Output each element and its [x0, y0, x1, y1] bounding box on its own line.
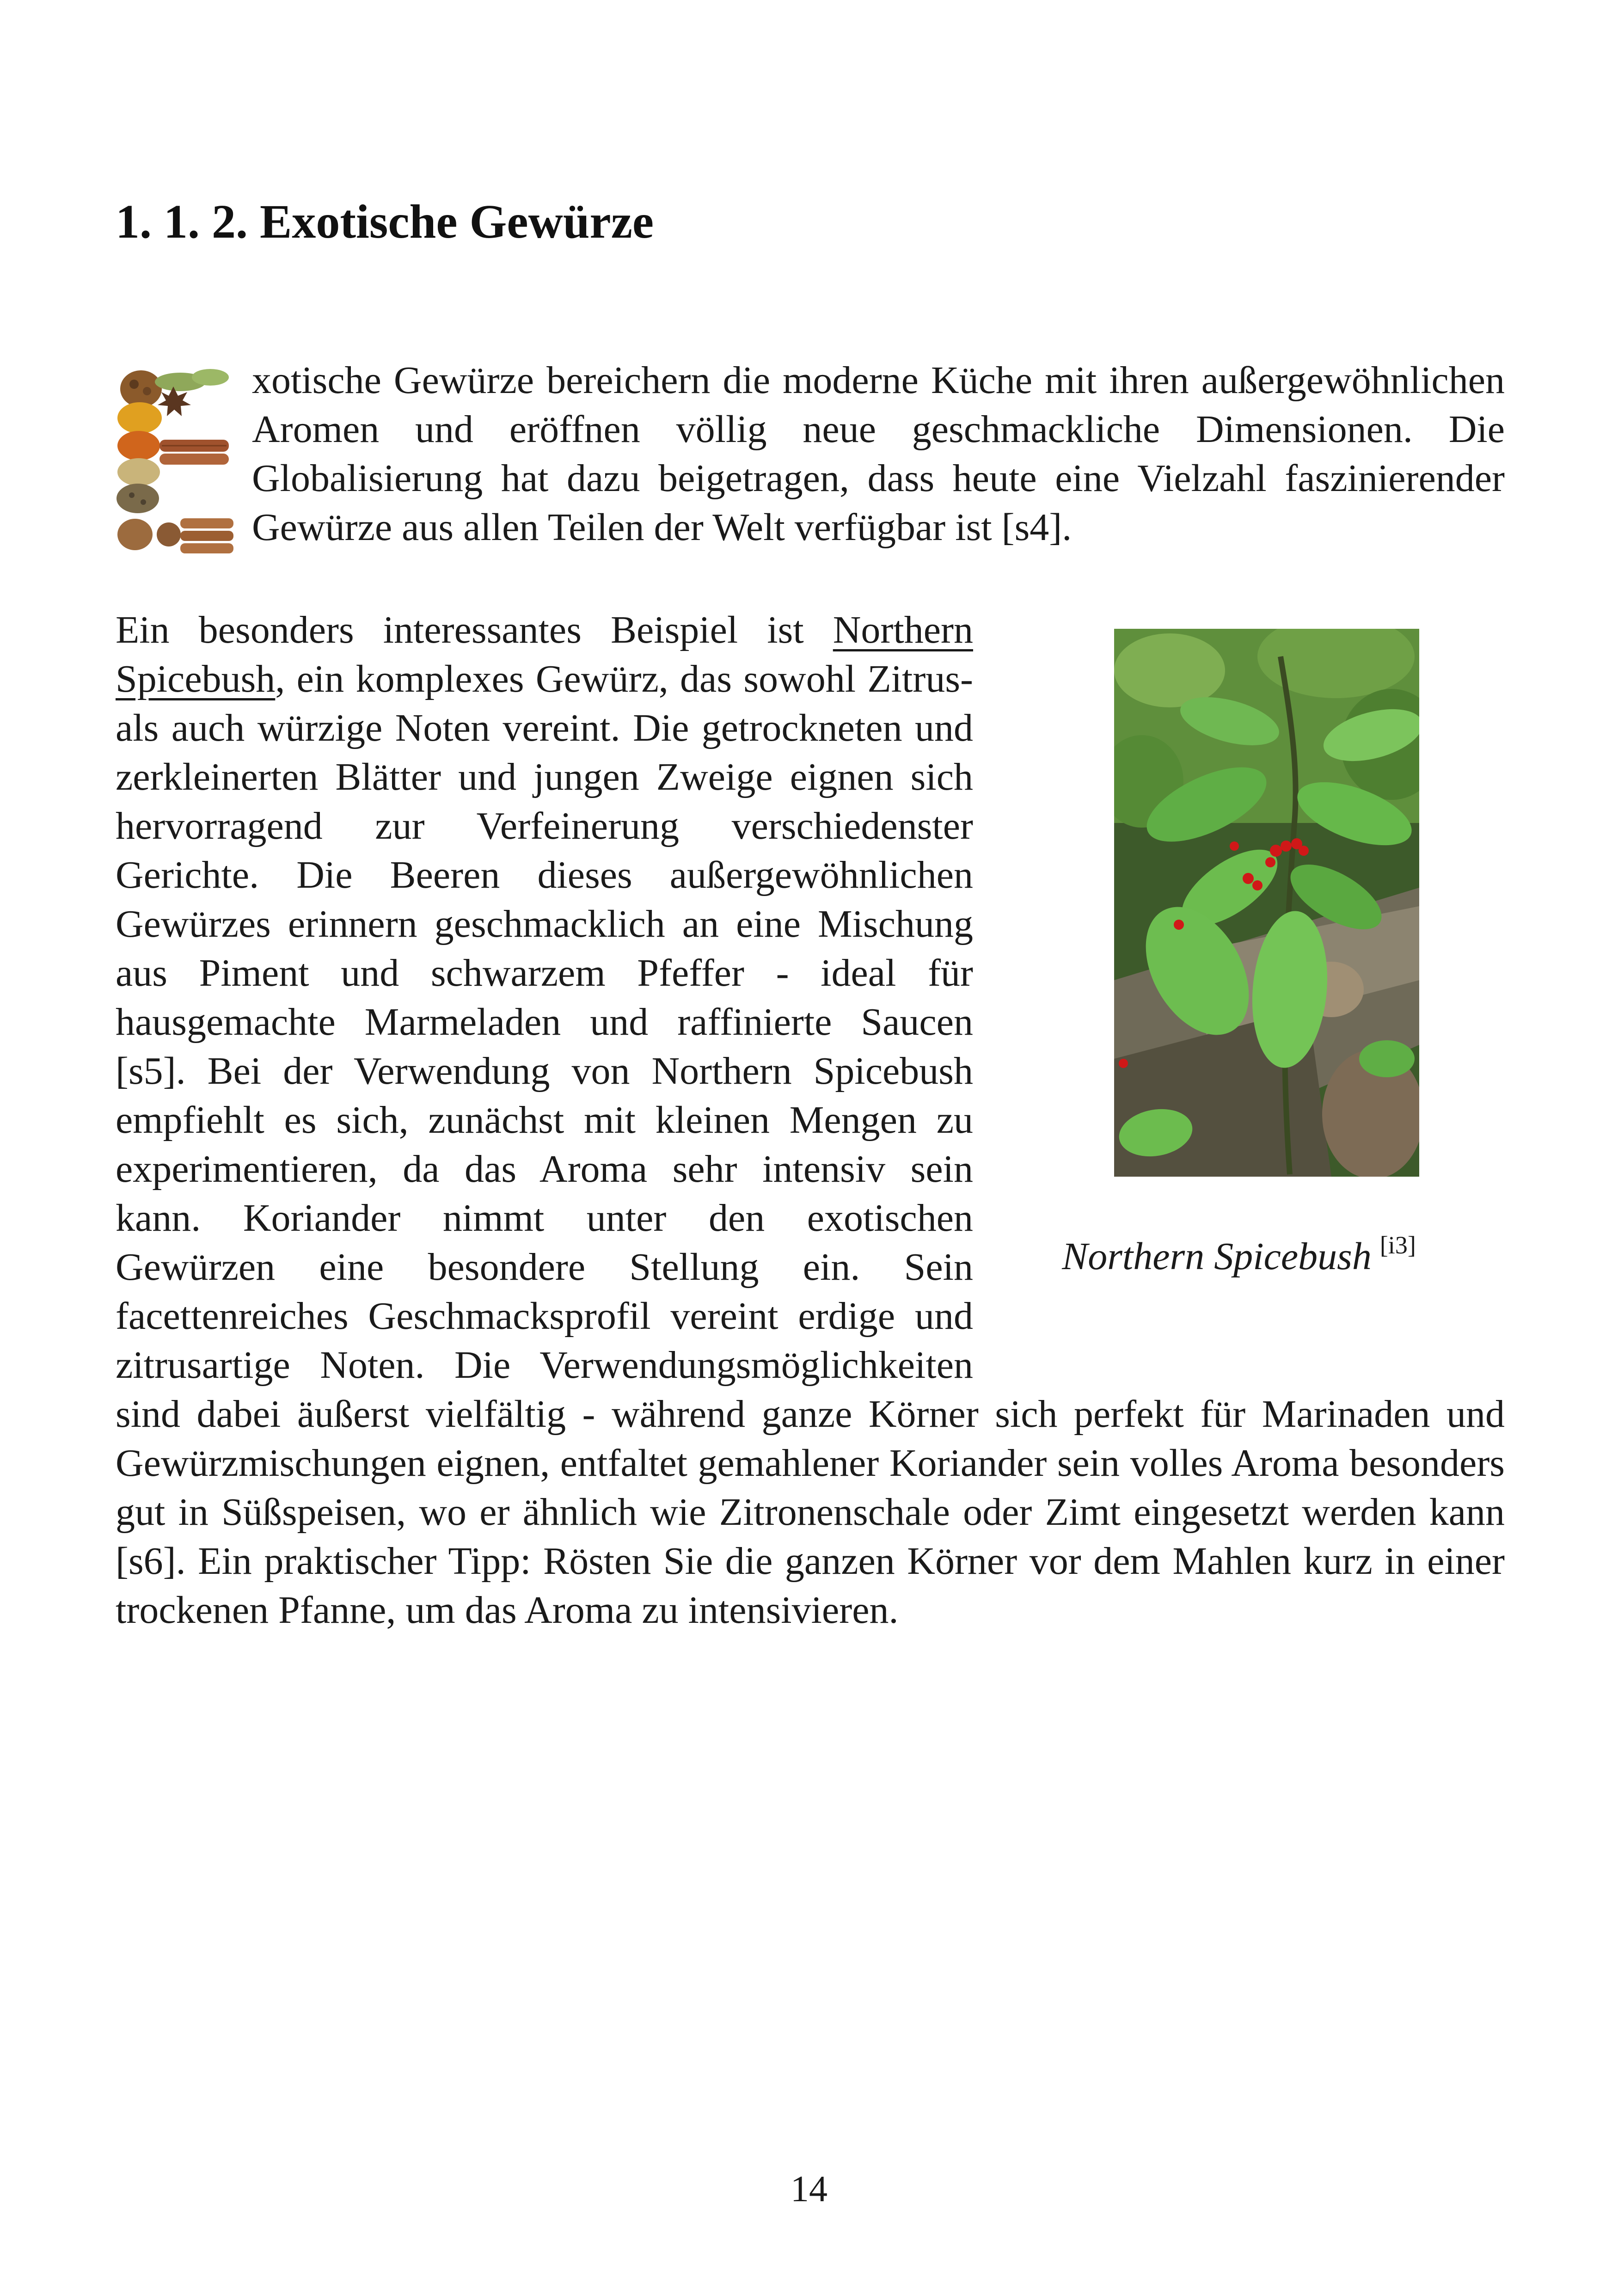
main-paragraph-text-2: , ein komplexes Gewürz, das sowohl Zitrus- als auch würzige Noten vereint. Die getrockneten und zerkleinerten Blätter und jungen Zweige eignen sich hervorragend zur Verfeinerung verschiedenster Gerichte. Die Beeren dieses außergewöhnlichen Gewürzes erinnern geschmacklich an eine Mischung aus Piment und schwarzem Pfeffer - ideal für hausgemachte Marmeladen und raffinierte Saucen [s5]. Bei der Verwendung von Northern Spicebush empfiehlt es sich, zunächst mit kleinen Mengen zu experimentieren, da das Aroma sehr intensiv sein kann. Koriander nimmt unter den exotischen Gewürzen eine besondere Stellung ein. Sein facettenreiches Geschmacksprofil vereint erdige und zitrusartige Noten. Die Verwendungsmöglichkeiten sind dabei äußerst vielfältig - während ganze Körner sich perfekt für Marinaden und Gewürzmischungen eignen, entfaltet gemahlener Koriander sein volles Aroma besonders gut in Süßspeisen, wo er ähnlich wie Zitronenschale oder Zimt eingesetzt werden kann [s6]. Ein praktischer Tipp: Rösten Sie die ganzen Körner vor dem Mahlen kurz in einer trockenen Pfanne, um das Aroma zu intensivieren. — [116, 657, 1505, 1632]
figure-caption-text: Northern Spicebush — [1062, 1235, 1372, 1278]
spice-dropcap-e — [116, 363, 238, 555]
spicebush-photo — [1114, 629, 1419, 1177]
section-heading: 1. 1. 2. Exotische Gewürze — [116, 195, 654, 248]
figure-ref: [i3] — [1379, 1231, 1416, 1259]
main-paragraph — [116, 606, 1505, 1635]
figure-caption — [973, 1221, 1505, 1281]
figure — [973, 606, 1505, 1343]
intro-paragraph-text: xotische Gewürze bereichern die moderne Küche mit ihren außergewöhnlichen Aromen und eröffnen völlig neue geschmackliche Dimensionen. Die Globalisierung hat dazu beigetragen, dass heute eine Vielzahl faszinierender Gewürze aus allen Teilen der Welt verfügbar ist [s4]. — [252, 359, 1505, 549]
intro-paragraph — [116, 356, 1505, 555]
northern-spicebush-link[interactable]: Northern Spicebush — [116, 608, 973, 700]
main-paragraph-text-1: Ein besonders interessantes Beispiel ist — [116, 608, 833, 651]
page-number: 14 — [791, 2169, 827, 2210]
